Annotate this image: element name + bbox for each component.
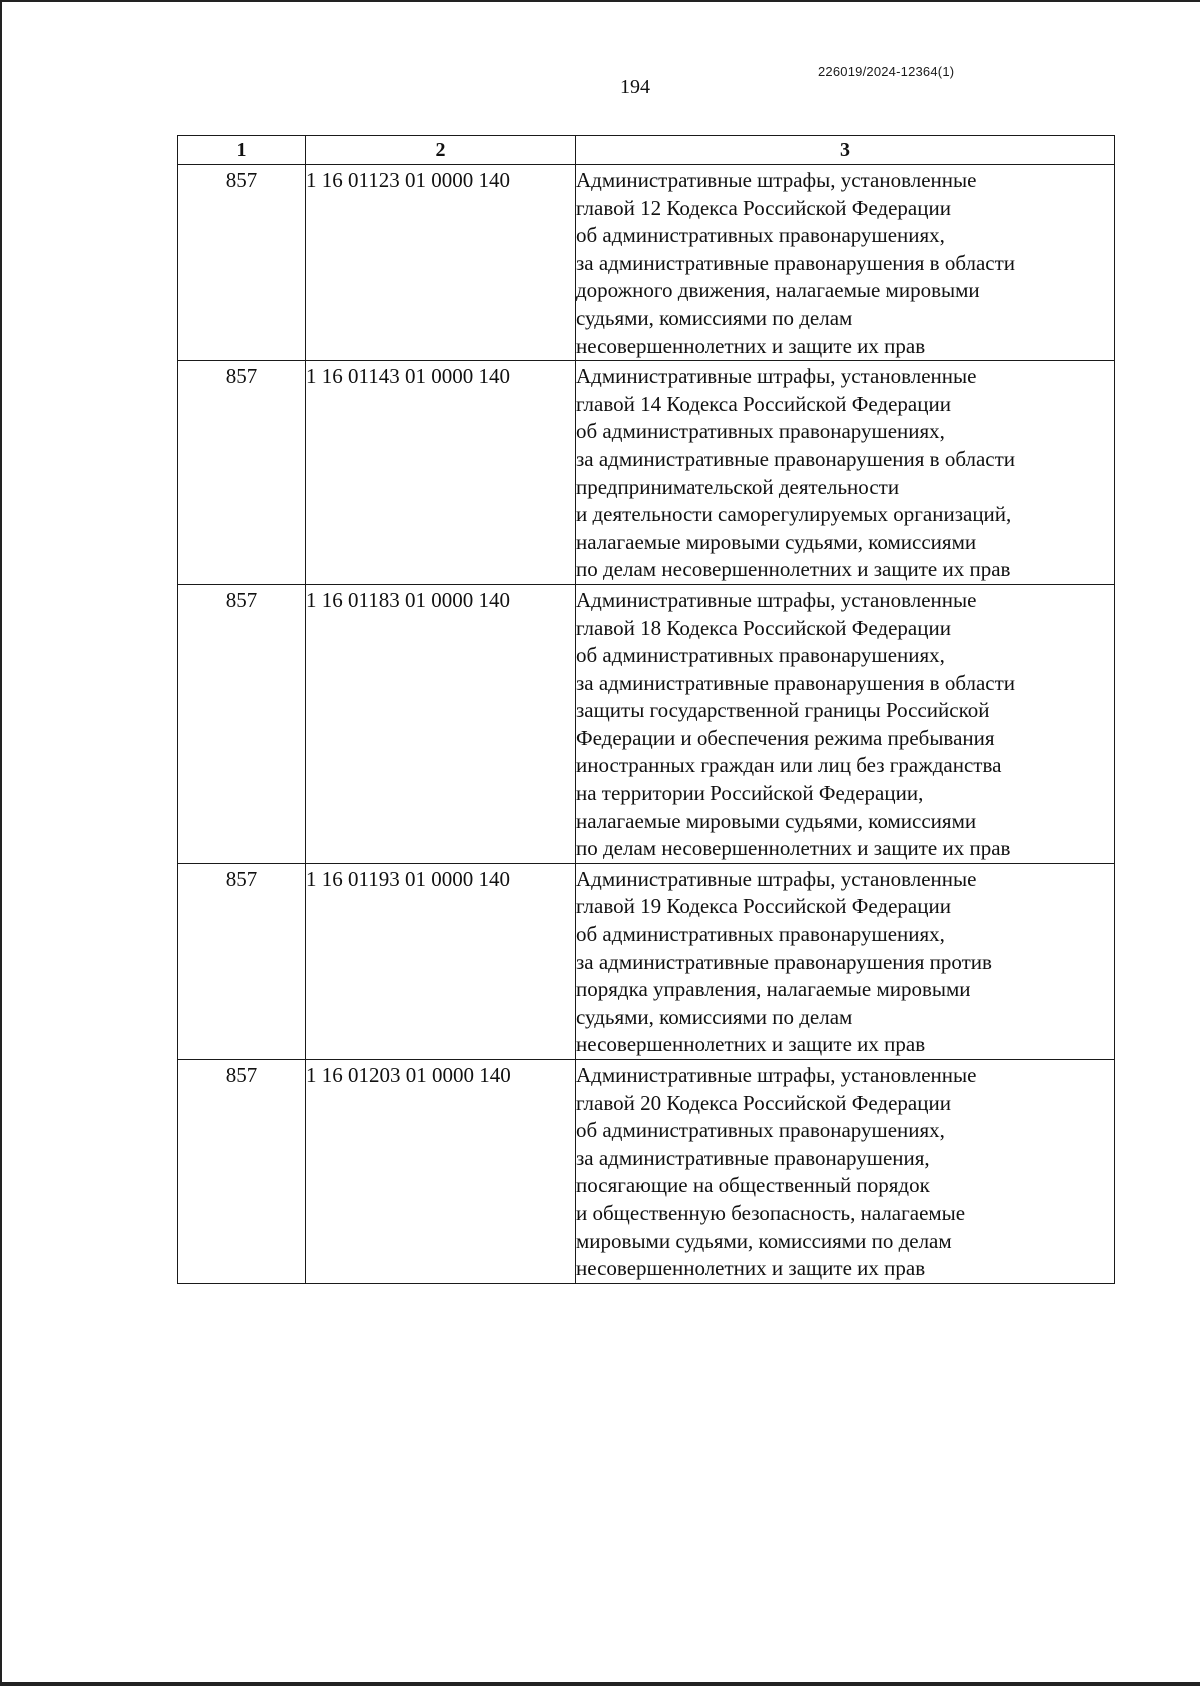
table-row [178, 1060, 1115, 1284]
admin-code-cell: 857 [178, 584, 306, 863]
description-line: на территории Российской Федерации, [576, 781, 924, 806]
description-line: за административные правонарушения в области [576, 250, 1016, 275]
budget-code-cell: 1 16 01123 01 0000 140 [306, 165, 576, 361]
description-line: об административных правонарушениях, [576, 419, 945, 444]
column-header-3: 3 [576, 136, 1115, 165]
description-line: и деятельности саморегулируемых организаций, [576, 502, 1012, 527]
description-line: об административных правонарушениях, [576, 223, 945, 248]
fines-table [177, 135, 1115, 1284]
description-line: по делам несовершеннолетних и защите их прав [576, 557, 1011, 582]
header-row [178, 136, 1115, 165]
description-line: дорожного движения, налагаемые мировыми [576, 278, 980, 303]
description-line: об административных правонарушениях, [576, 1118, 945, 1143]
description-line: несовершеннолетних и защите их прав [576, 333, 926, 358]
description-line: Административные штрафы, установленные [576, 168, 977, 192]
description-cell [576, 1060, 1115, 1284]
admin-code-cell: 857 [178, 1060, 306, 1284]
description-line: налагаемые мировыми судьями, комиссиями [576, 529, 977, 554]
description-line: об административных правонарушениях, [576, 643, 945, 668]
description-cell [576, 863, 1115, 1059]
description-line: Административные штрафы, установленные [576, 587, 977, 612]
description-line: иностранных граждан или лиц без гражданства [576, 753, 1002, 778]
table-row [178, 863, 1115, 1059]
document-id: 226019/2024-12364(1) [818, 64, 955, 79]
table-row [178, 165, 1115, 361]
budget-code-cell: 1 16 01193 01 0000 140 [306, 863, 576, 1059]
table-body [178, 165, 1115, 1284]
description-cell [576, 361, 1115, 585]
description-line: главой 18 Кодекса Российской Федерации [576, 615, 951, 640]
scan-edge-top [0, 0, 1200, 2]
budget-code-cell: 1 16 01203 01 0000 140 [306, 1060, 576, 1284]
description-line: Административные штрафы, установленные [576, 866, 977, 891]
description-line: налагаемые мировыми судьями, комиссиями [576, 808, 977, 833]
description-line: Административные штрафы, установленные [576, 364, 977, 389]
description-line: за административные правонарушения, [576, 1145, 930, 1170]
description-line: и общественную безопасность, налагаемые [576, 1200, 966, 1225]
description-line: главой 14 Кодекса Российской Федерации [576, 391, 951, 416]
budget-code-cell: 1 16 01143 01 0000 140 [306, 361, 576, 585]
admin-code-cell: 857 [178, 361, 306, 585]
budget-code-cell: 1 16 01183 01 0000 140 [306, 584, 576, 863]
description-line: главой 12 Кодекса Российской Федерации [576, 195, 951, 220]
description-cell [576, 165, 1115, 361]
description-line: защиты государственной границы Российской [576, 698, 990, 723]
description-line: Федерации и обеспечения режима пребывания [576, 725, 995, 750]
description-line: за административные правонарушения в области [576, 670, 1016, 695]
description-line: несовершеннолетних и защите их прав [576, 1256, 926, 1281]
description-line: за административные правонарушения в области [576, 446, 1016, 471]
description-line: главой 19 Кодекса Российской Федерации [576, 894, 951, 919]
description-line: об административных правонарушениях, [576, 922, 945, 947]
description-cell [576, 584, 1115, 863]
column-header-1: 1 [178, 136, 306, 165]
admin-code-cell: 857 [178, 863, 306, 1059]
scan-edge-left [0, 0, 2, 1686]
description-line: предпринимательской деятельности [576, 474, 900, 499]
column-header-2: 2 [306, 136, 576, 165]
description-line: главой 20 Кодекса Российской Федерации [576, 1090, 951, 1115]
table-row [178, 361, 1115, 585]
scan-edge-bottom [0, 1682, 1200, 1686]
description-line: порядка управления, налагаемые мировыми [576, 977, 971, 1002]
description-line: судьями, комиссиями по делам [576, 305, 853, 330]
description-line: за административные правонарушения против [576, 949, 992, 974]
description-line: по делам несовершеннолетних и защите их прав [576, 836, 1011, 861]
table-header [178, 136, 1115, 165]
description-line: несовершеннолетних и защите их прав [576, 1032, 926, 1057]
description-line: посягающие на общественный порядок [576, 1173, 930, 1198]
description-line: мировыми судьями, комиссиями по делам [576, 1228, 952, 1253]
table-row [178, 584, 1115, 863]
admin-code-cell: 857 [178, 165, 306, 361]
description-line: Административные штрафы, установленные [576, 1063, 977, 1087]
page-number: 194 [620, 76, 650, 98]
description-line: судьями, комиссиями по делам [576, 1004, 853, 1029]
